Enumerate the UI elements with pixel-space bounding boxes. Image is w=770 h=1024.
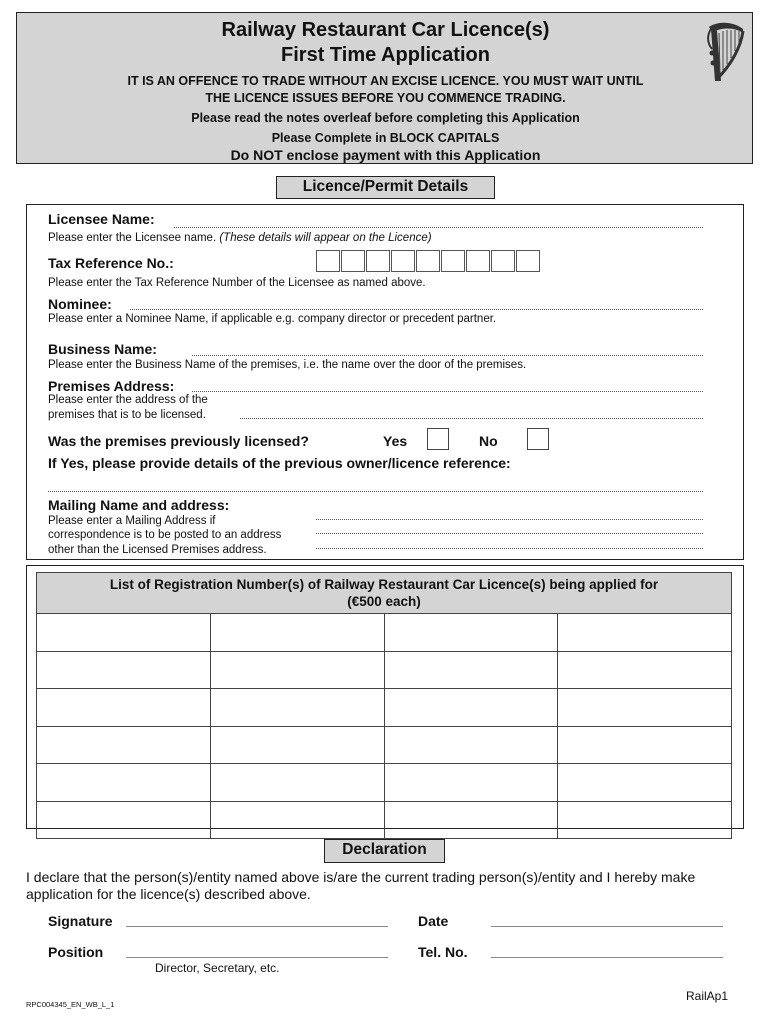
- mailing-help-2: correspondence is to be posted to an address: [48, 529, 282, 541]
- registration-cell[interactable]: [558, 651, 732, 689]
- form-id: RailAp1: [686, 989, 729, 1003]
- section-title-licence-details: Licence/Permit Details: [276, 176, 495, 199]
- registration-cell[interactable]: [37, 726, 211, 764]
- registration-cell[interactable]: [37, 764, 211, 802]
- date-field[interactable]: [491, 926, 723, 927]
- registration-cell[interactable]: [210, 764, 384, 802]
- position-help: Director, Secretary, etc.: [155, 961, 280, 975]
- nominee-help: Please enter a Nominee Name, if applicable e.g. company director or precedent partner.: [48, 313, 497, 325]
- table-row: [37, 689, 732, 727]
- premises-address-field-line-2[interactable]: [240, 418, 703, 419]
- nominee-field[interactable]: [130, 309, 703, 310]
- registration-cell[interactable]: [558, 801, 732, 839]
- declaration-text: I declare that the person(s)/entity named above is/are the current trading person(s)/entity and I hereby make application for the licence(s) described above.: [26, 869, 696, 902]
- signature-label: Signature: [48, 913, 113, 929]
- mailing-address-field-line-1[interactable]: [316, 519, 703, 520]
- registration-cell[interactable]: [558, 764, 732, 802]
- registration-cell[interactable]: [37, 651, 211, 689]
- licensee-name-field[interactable]: [174, 227, 703, 228]
- harp-icon: [703, 19, 749, 90]
- note-no-payment: Do NOT enclose payment with this Application: [230, 147, 541, 163]
- date-label: Date: [418, 913, 449, 929]
- warning-line-1: IT IS AN OFFENCE TO TRADE WITHOUT AN EXCISE LICENCE. YOU MUST WAIT UNTIL: [127, 74, 644, 88]
- tax-reference-cell[interactable]: [466, 250, 490, 272]
- mailing-help-3: other than the Licensed Premises address.: [48, 544, 267, 556]
- tel-label: Tel. No.: [418, 944, 468, 960]
- registration-cell[interactable]: [384, 614, 558, 652]
- business-name-field[interactable]: [192, 355, 703, 356]
- business-name-label: Business Name:: [48, 341, 157, 357]
- tax-reference-cell[interactable]: [316, 250, 340, 272]
- table-row: [37, 726, 732, 764]
- premises-address-field-line-1[interactable]: [192, 391, 703, 392]
- business-name-help: Please enter the Business Name of the premises, i.e. the name over the door of the premises.: [48, 359, 527, 371]
- yes-checkbox[interactable]: [427, 428, 449, 450]
- premises-address-help-2: premises that is to be licensed.: [48, 409, 206, 421]
- registration-header-line-2: (€500 each): [347, 594, 421, 609]
- tax-reference-field[interactable]: [316, 250, 540, 272]
- previous-details-field[interactable]: [48, 491, 703, 492]
- form-subtitle: First Time Application: [281, 44, 490, 66]
- registration-cell[interactable]: [384, 651, 558, 689]
- note-block-capitals: Please Complete in BLOCK CAPITALS: [271, 131, 500, 145]
- mailing-address-field-line-2[interactable]: [316, 533, 703, 534]
- no-label: No: [479, 433, 498, 449]
- registration-cell[interactable]: [37, 801, 211, 839]
- tax-reference-cell[interactable]: [416, 250, 440, 272]
- tax-reference-cell[interactable]: [441, 250, 465, 272]
- registration-cell[interactable]: [37, 689, 211, 727]
- tax-reference-cell[interactable]: [516, 250, 540, 272]
- signature-field[interactable]: [126, 926, 388, 927]
- previously-licensed-label: Was the premises previously licensed?: [48, 433, 309, 449]
- position-field[interactable]: [126, 957, 388, 958]
- tax-reference-cell[interactable]: [391, 250, 415, 272]
- licensee-name-help: [48, 232, 432, 244]
- registration-cell[interactable]: [558, 726, 732, 764]
- tax-reference-cell[interactable]: [366, 250, 390, 272]
- tax-reference-cell[interactable]: [491, 250, 515, 272]
- form-header: [16, 12, 753, 164]
- registration-table-header: [37, 573, 732, 614]
- tax-reference-label: Tax Reference No.:: [48, 255, 174, 271]
- registration-cell[interactable]: [37, 614, 211, 652]
- registration-cell[interactable]: [210, 726, 384, 764]
- registration-cell[interactable]: [558, 689, 732, 727]
- yes-label: Yes: [383, 433, 408, 449]
- licensee-name-help-italic: (These details will appear on the Licence): [219, 232, 432, 244]
- table-row: [37, 614, 732, 652]
- tel-field[interactable]: [491, 957, 723, 958]
- registration-cell[interactable]: [558, 614, 732, 652]
- licensee-name-help-text: Please enter the Licensee name.: [48, 232, 217, 244]
- registration-cell[interactable]: [384, 801, 558, 839]
- no-checkbox[interactable]: [527, 428, 549, 450]
- registration-cell[interactable]: [384, 764, 558, 802]
- table-row: [37, 764, 732, 802]
- mailing-address-field-line-3[interactable]: [316, 548, 703, 549]
- table-row: [37, 801, 732, 839]
- registration-header-line-1: List of Registration Number(s) of Railway Restaurant Car Licence(s) being applied for: [109, 577, 659, 592]
- licensee-name-label: Licensee Name:: [48, 211, 155, 227]
- mailing-help-1: Please enter a Mailing Address if: [48, 515, 216, 527]
- tax-reference-help: Please enter the Tax Reference Number of the Licensee as named above.: [48, 277, 426, 289]
- mailing-address-label: Mailing Name and address:: [48, 497, 230, 513]
- warning-line-2: THE LICENCE ISSUES BEFORE YOU COMMENCE TRADING.: [205, 91, 566, 105]
- registration-cell[interactable]: [210, 651, 384, 689]
- note-overleaf: Please read the notes overleaf before completing this Application: [191, 111, 580, 125]
- table-row: [37, 651, 732, 689]
- tax-reference-cell[interactable]: [341, 250, 365, 272]
- previous-details-label: If Yes, please provide details of the previous owner/licence reference:: [48, 455, 511, 471]
- nominee-label: Nominee:: [48, 296, 112, 312]
- registration-cell[interactable]: [210, 689, 384, 727]
- position-label: Position: [48, 944, 104, 960]
- form-title: Railway Restaurant Car Licence(s): [221, 19, 550, 41]
- form-code: RPC004345_EN_WB_L_1: [26, 1000, 115, 1009]
- registration-table: [36, 572, 732, 839]
- premises-address-label: Premises Address:: [48, 378, 175, 394]
- registration-cell[interactable]: [210, 801, 384, 839]
- premises-address-help-1: Please enter the address of the: [48, 394, 208, 406]
- registration-cell[interactable]: [384, 689, 558, 727]
- registration-cell[interactable]: [210, 614, 384, 652]
- section-title-declaration: Declaration: [324, 839, 445, 863]
- registration-cell[interactable]: [384, 726, 558, 764]
